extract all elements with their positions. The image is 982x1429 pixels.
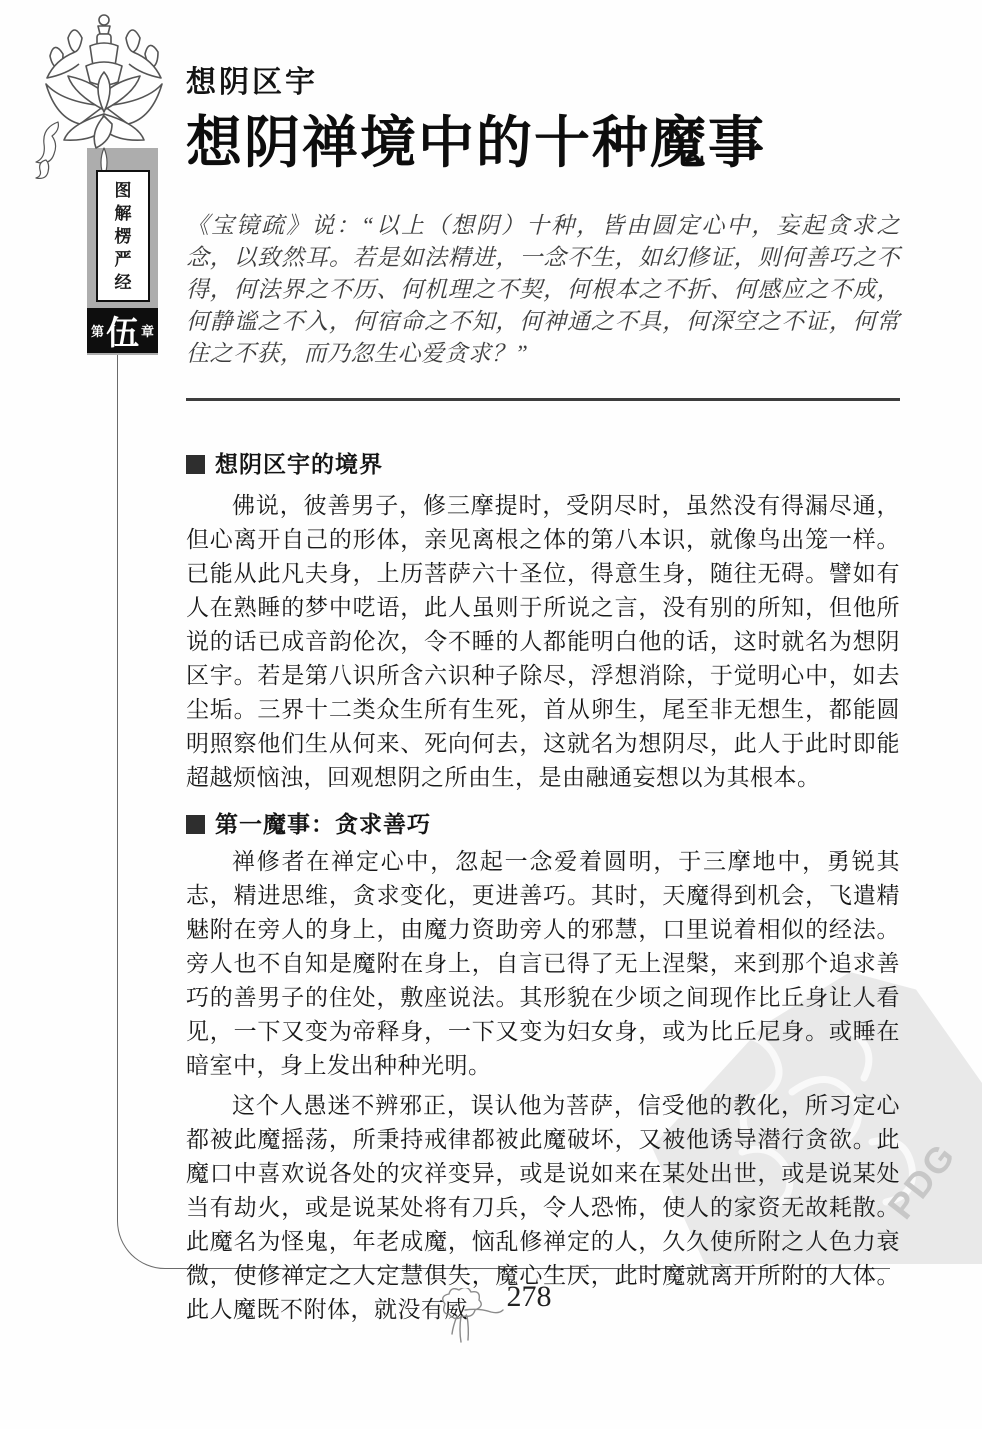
commentary-quote: 《宝镜疏》说：“以上（想阴）十种，皆由圆定心中，妄起贪求之念，以致然耳。若是如法精进，一念不生，如幻修证，则何善巧之不得，何法界之不历、何机理之不契，何根本之不折、何感应之不成，何静谧之不入，何宿命之不知，何神通之不具，何深空之不证，何常住之不获，而乃忽生心爱贪求？” xyxy=(186,213,900,366)
body-paragraph: 佛说，彼善男子，修三摩提时，受阴尽时，虽然没有得漏尽通，但心离开自己的形体，亲见离根之体的第八本识，就像鸟出笼一样。已能从此凡夫身，上历菩萨六十圣位，得意生身，随往无碍。譬如有人在熟睡的梦中呓语，此人虽则于所说之言，没有别的所知，但他所说的话已成音韵伦次，令不睡的人都能明白他的话，这时就名为想阴区宇。若是第八识所含六识种子除尽，浮想消除，于觉明心中，如去尘垢。三界十二类众生所有生死，首从卵生，尾至非无想生，都能圆明照察他们生从何来、死向何去，这就名为想阴尽，此人于此时即能超越烦恼浊，回观想阴之所由生，是由融通妄想以为其根本。 xyxy=(186,493,900,790)
series-title-char: 楞 xyxy=(114,226,132,246)
series-title-char: 图 xyxy=(114,180,132,200)
pdg-watermark-label: PDG xyxy=(879,1134,964,1227)
series-title-char: 严 xyxy=(114,249,132,269)
chapter-suffix: 章 xyxy=(141,324,155,339)
section-heading-2-label: 第一魔事：贪求善巧 xyxy=(215,811,431,837)
footer-flower-illustration xyxy=(431,1288,505,1352)
body-paragraph: 禅修者在禅定心中，忽起一念爱着圆明，于三摩地中，勇锐其志，精进思维，贪求变化，更进善巧。其时，天魔得到机会，飞遣精魅附在旁人的身上，由魔力资助旁人的邪慧，口里说着相似的经法。旁人也不自知是魔附在身上，自言已得了无上涅槃，来到那个追求善巧的善男子的住处，敷座说法。其形貌在少顷之间现作比丘身让人看见，一下又变为帝释身，一下又变为妇女身，或为比丘尼身。或睡在暗室中，身上发出种种光明。 xyxy=(186,849,900,1078)
page-title: 想阴禅境中的十种魔事 xyxy=(186,110,766,176)
chapter-badge xyxy=(87,308,158,353)
chapter-numeral: 伍 xyxy=(106,316,139,352)
square-bullet-icon xyxy=(186,455,205,474)
page-number: 278 xyxy=(506,1280,552,1313)
series-title-char: 解 xyxy=(114,203,132,223)
page-footer xyxy=(0,1280,982,1352)
square-bullet-icon xyxy=(186,815,205,834)
section-kicker: 想阴区宇 xyxy=(186,66,318,99)
series-title-box xyxy=(96,170,150,302)
series-title-char: 经 xyxy=(114,272,132,292)
horizontal-divider xyxy=(186,398,900,401)
chapter-prefix: 第 xyxy=(90,324,104,339)
lotus-stupa-ornament-illustration xyxy=(28,10,180,182)
section-heading-2 xyxy=(186,809,900,839)
section-heading-1 xyxy=(186,449,900,479)
section-heading-1-label: 想阴区宇的境界 xyxy=(215,451,383,477)
main-content xyxy=(186,66,900,1327)
body-paragraph: 这个人愚迷不辨邪正，误认他为菩萨，信受他的教化，所习定心都被此魔摇荡，所秉持戒律都被此魔破坏，又被他诱导潜行贪欲。此魔口中喜欢说各处的灾祥变异，或是说如来在某处出世，或是说某处当有劫火，或是说某处将有刀兵，令人恐怖，使人的家资无故耗散。此魔名为怪鬼，年老成魔，恼乱修禅定的人，久久使所附之人色力衰微，使修禅定之人定慧俱失，魔心生厌，此时魔就离开所附的人体。此人魔既不附体，就没有威 xyxy=(186,1093,900,1322)
